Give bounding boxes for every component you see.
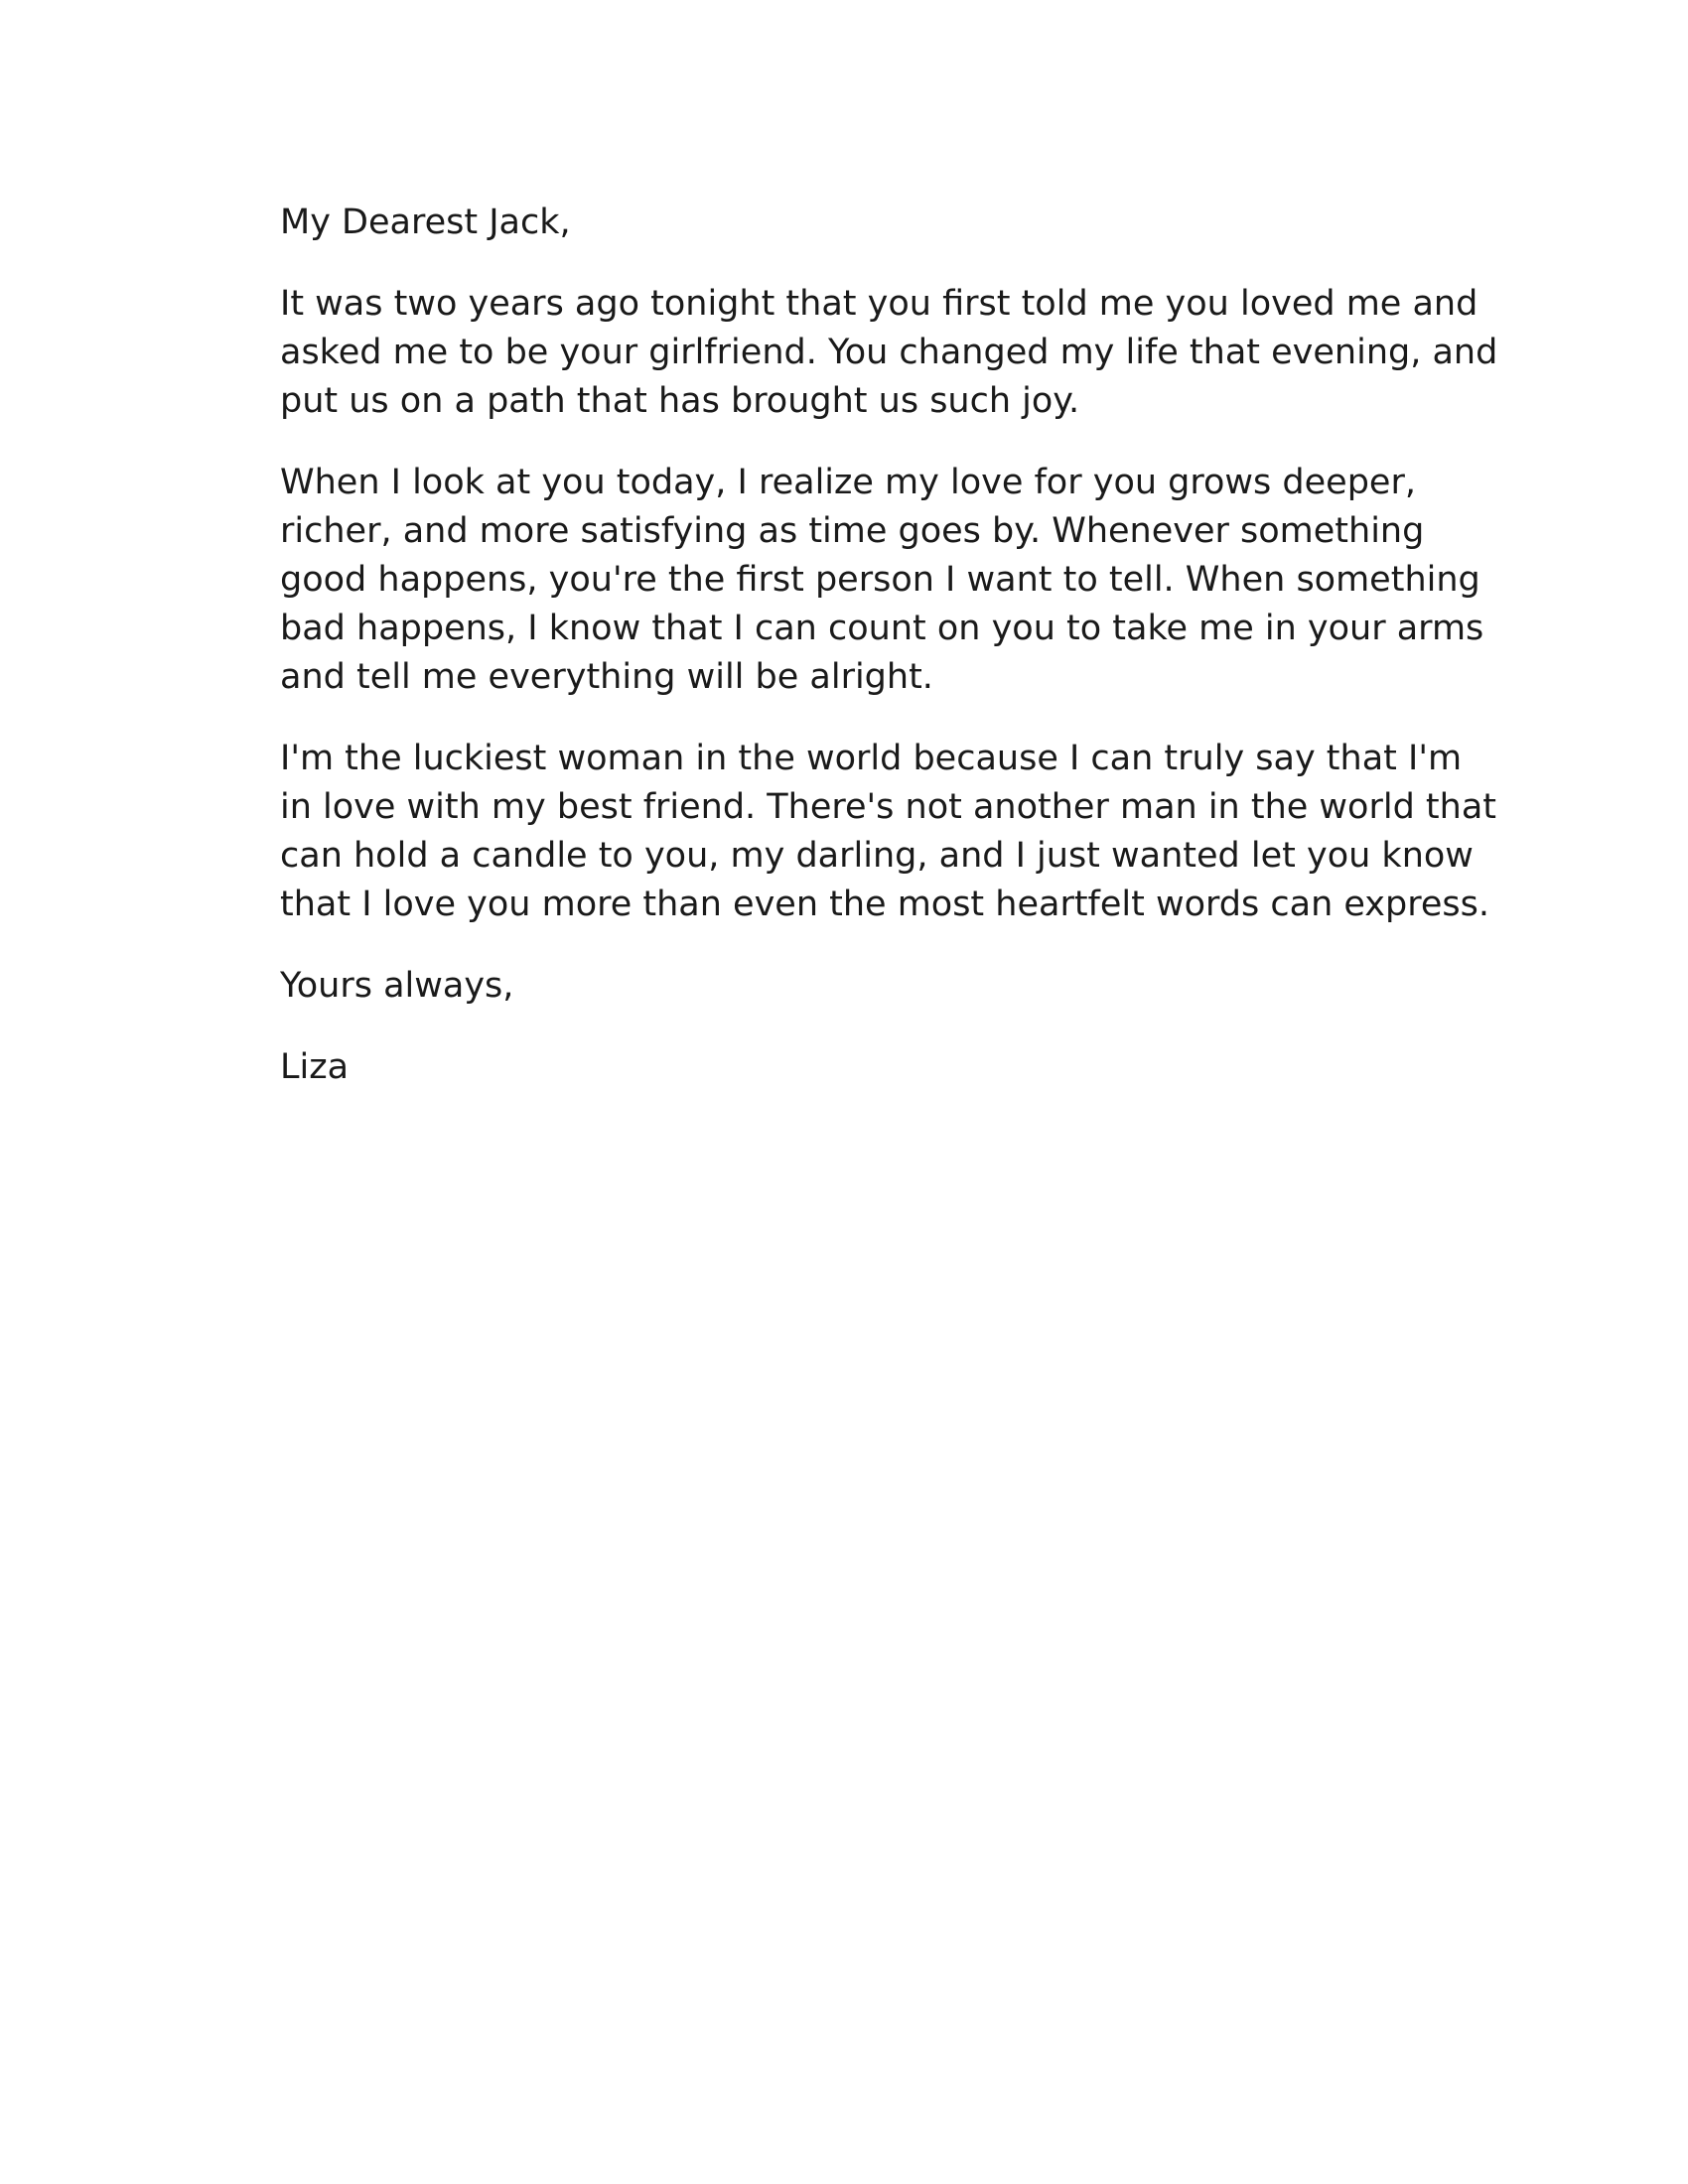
letter-paragraph-3: I'm the luckiest woman in the world because I can truly say that I'm in love with my best friend. There's not another man in the world that can hold a candle to you, my darling, and I just wanted let you know that I love you more than even the most heartfelt words can express. — [280, 739, 1496, 924]
letter-body — [280, 199, 1501, 1125]
letter-closing: Yours always, — [280, 966, 514, 1006]
letter-salutation: My Dearest Jack, — [280, 203, 571, 242]
letter-paragraph-1: It was two years ago tonight that you first told me you loved me and asked me to be your girlfriend. You changed my life that evening, and put us on a path that has brought us such joy. — [280, 284, 1498, 421]
letter-signature: Liza — [280, 1047, 350, 1087]
letter-paragraph-2: When I look at you today, I realize my love for you grows deeper, richer, and more satisfying as time goes by. Whenever something good happens, you're the first person I want to tell. When something bad happens, I know that I can count on you to take me in your arms and tell me everything will be alright. — [280, 463, 1484, 697]
